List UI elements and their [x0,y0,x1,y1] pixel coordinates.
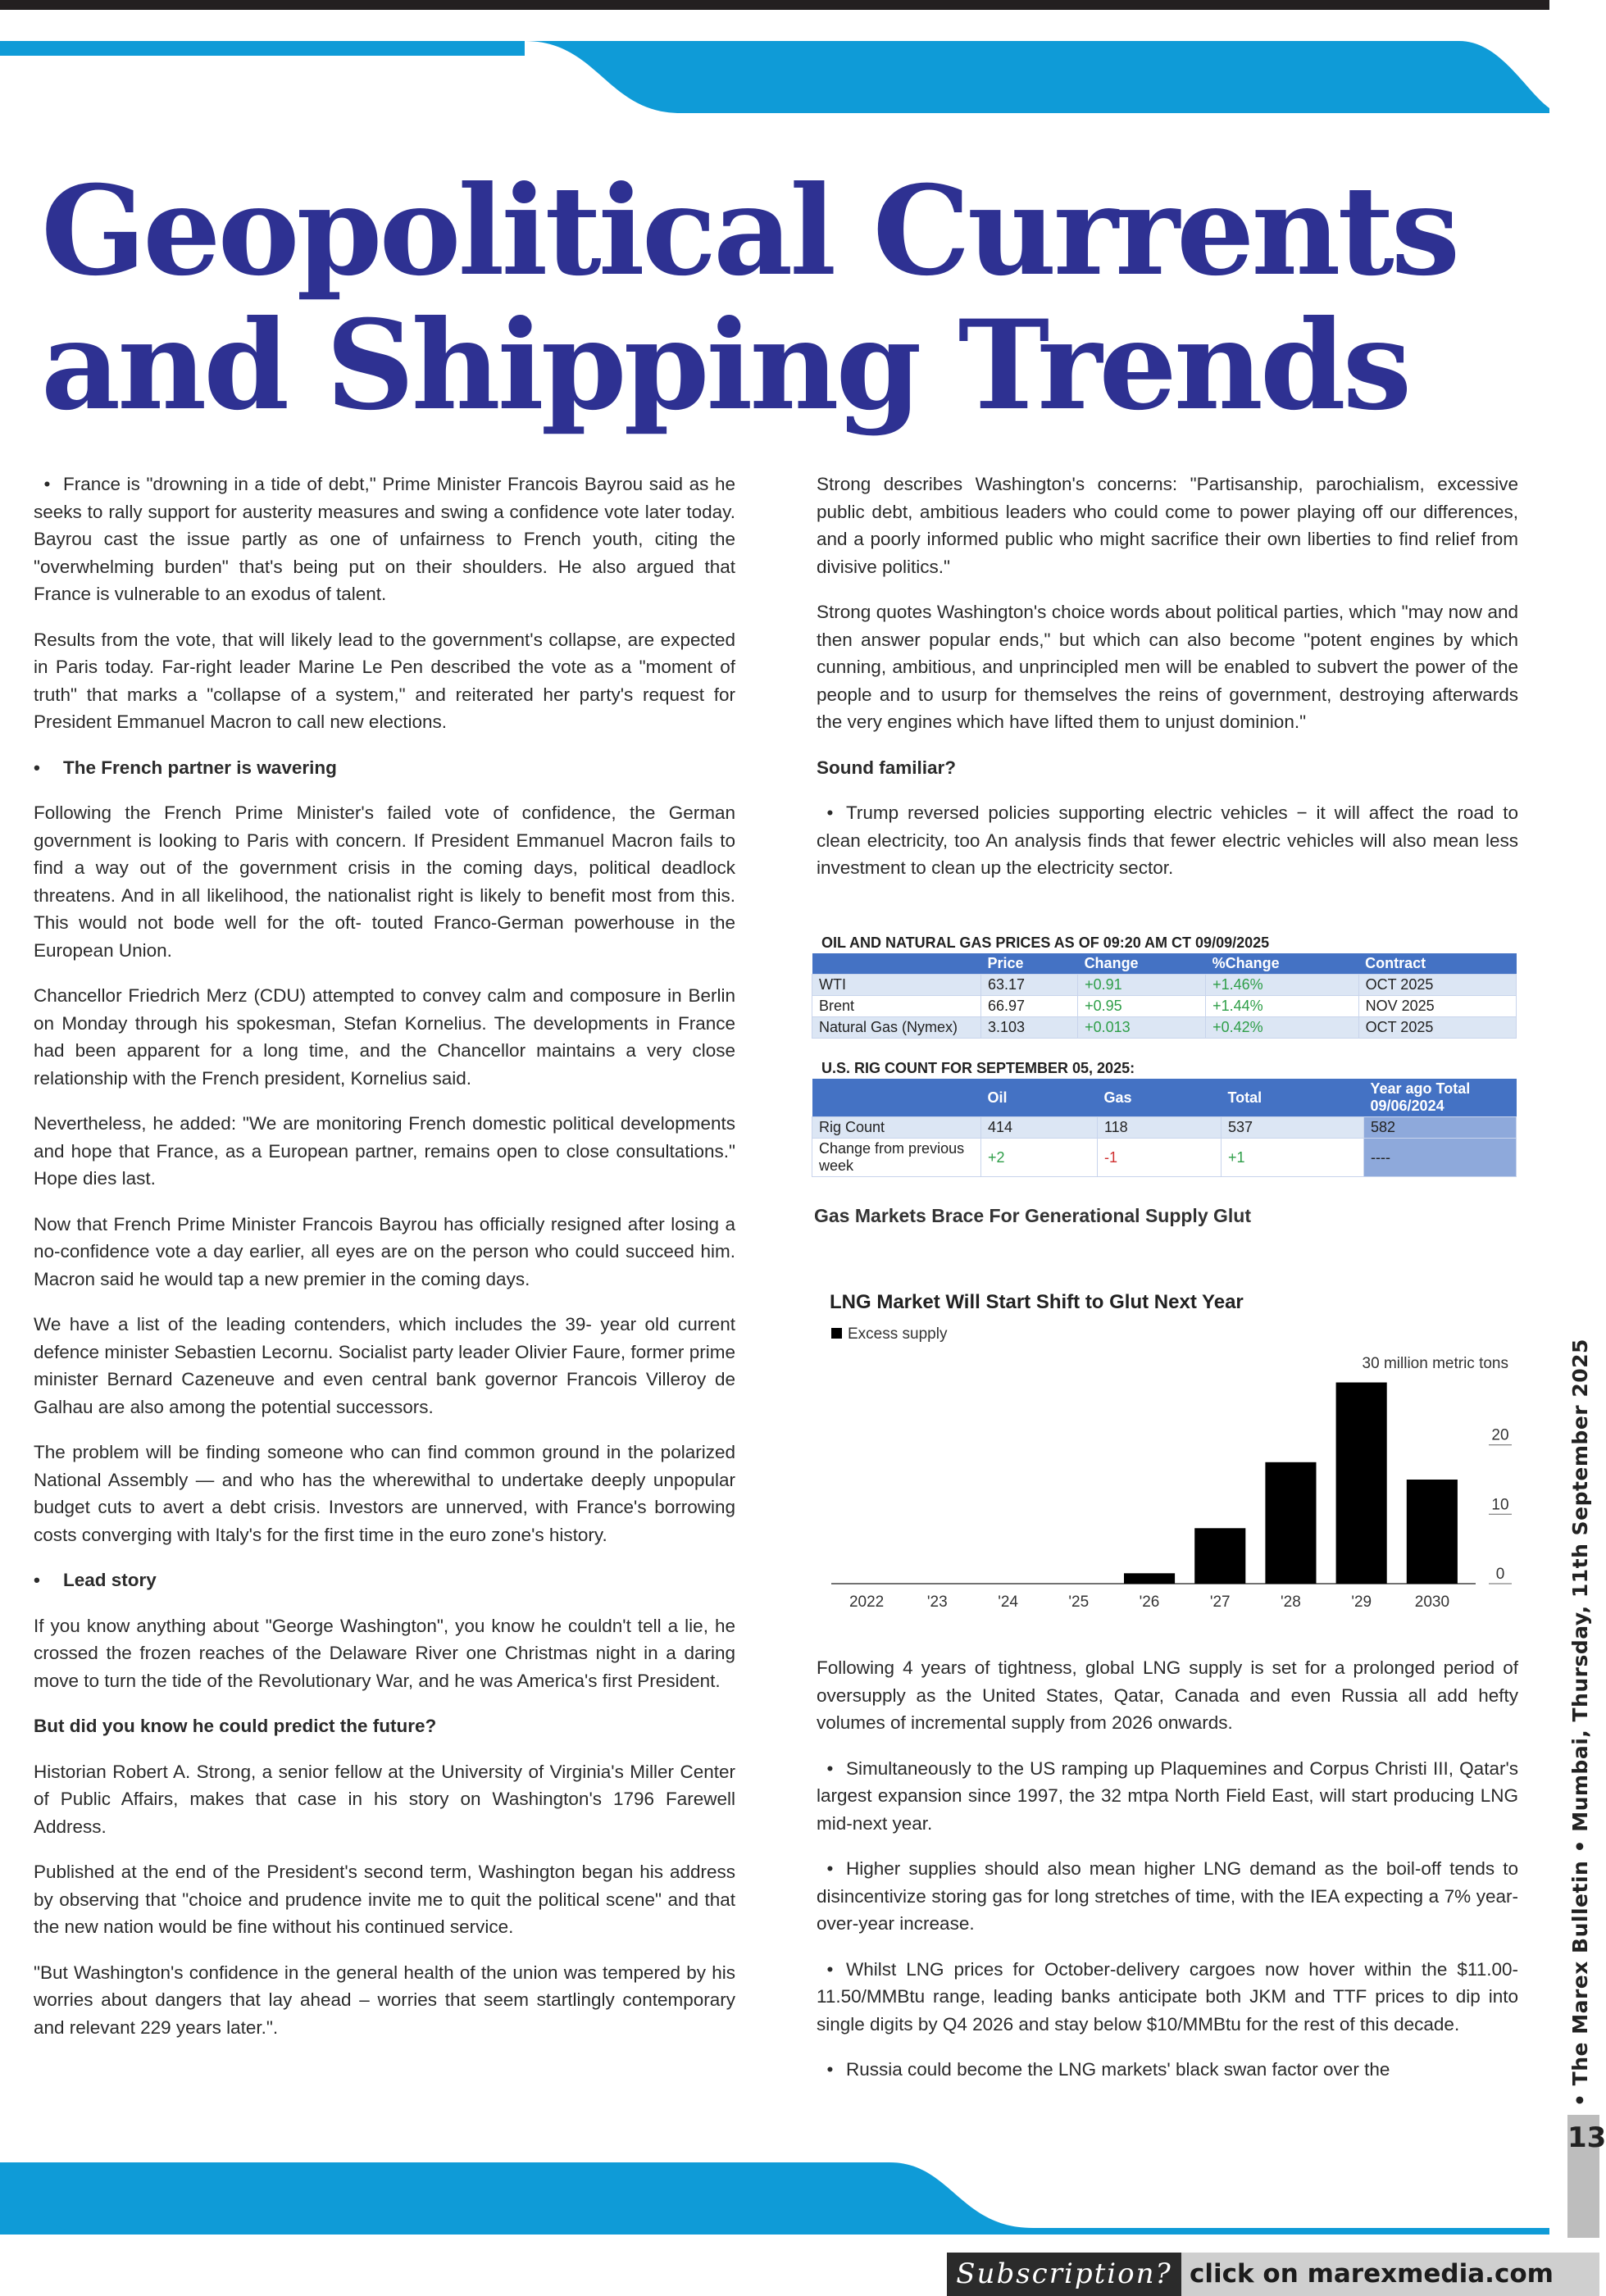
table-cell: +1.46% [1206,975,1359,996]
paragraph: Results from the vote, that will likely lead to the government's collapse, are expected in Paris today. Far-right leader Marine Le Pen described the vote as a "moment of truth" that marks a "collapse of a system," and reiterated her party's request for President Emmanuel Macron to call new elections. [34,629,735,732]
page-number-tab [1567,2115,1606,2238]
bullet-paragraph: • Russia could become the LNG markets' black swan factor over the [817,2056,1518,2084]
y-tick-label: 10 [1491,1496,1509,1514]
bullet-paragraph: • Whilst LNG prices for October-delivery cargoes now hover within the $11.00-11.50/MMBtu range, leading banks anticipate both JKM and TTF prices to dip into single digits by Q4 2026 and stay below $10/MMBtu for the rest of this decade. [817,1956,1518,2039]
table-cell: +1.44% [1206,996,1359,1017]
legend-swatch [831,1328,842,1339]
paragraph: Nevertheless, he added: "We are monitoring French domestic political developments and hope that France, as a European partner, remains open to close consultations." Hope dies last. [34,1113,735,1189]
paragraph: Published at the end of the President's second term, Washington began his address by observing that "choice and prudence invite me to quit the political scene" and that the new nation would be fine without his continued service. [34,1862,735,1937]
table-header-cell: Total [1221,1079,1363,1117]
table-header-cell: Oil [981,1079,1098,1117]
oil-prices-table [812,953,1517,1039]
table-cell: WTI [812,975,981,996]
table-header-row [812,1079,1517,1117]
table-cell: Change from previous week [812,1139,981,1177]
chart-marks [831,1383,1512,1612]
paragraph: Strong quotes Washington's choice words about political parties, which "may now and then answer popular ends," but which can also become "potent engines by which cunning, ambitious, and unprincipled men will be enabled to subvert the power of the people and to usurp for themselves the reins of government, destroying afterwards the very engines which have lifted them to unjust dominion." [817,602,1518,732]
page-number: 13 [1567,2121,1606,2154]
subscription-banner[interactable] [947,2253,1599,2296]
lng-bar-chart [812,1279,1518,1631]
table-header-cell: Gas [1097,1079,1221,1117]
paragraph: If you know anything about "George Washington", you know he couldn't tell a lie, he crossed the frozen reaches of the Delaware River one Christmas night in a daring move to turn the tide of the Revolutionary War, and he was America's first President. [34,1615,735,1691]
table-cell: Brent [812,996,981,1017]
paragraph: Following 4 years of tightness, global LNG supply is set for a prolonged period of oversupply as the United States, Qatar, Canada and even Russia all add hefty volumes of incremental supply from 2026 onwards. [817,1657,1518,1733]
section-heading: • Lead story [34,1566,735,1594]
paragraph: Strong describes Washington's concerns: "Partisanship, parochialism, excessive public debt, ambitious leaders who could come to power playing off our differences, and a poorly informed public who might sacrifice their own liberties to find relief from divisive politics." [817,474,1518,577]
table-cell: NOV 2025 [1358,996,1516,1017]
paragraph: We have a list of the leading contenders, which includes the 39- year old current defence minister Sebastien Lecornu. Socialist party leader Olivier Faure, former prime minister Bernard Cazeneuve and even central bank governor Francois Villeroy de Galhau are also among the potential successors. [34,1314,735,1417]
table-row [812,996,1517,1017]
chart-bar [1124,1573,1175,1584]
right-column-top [817,471,1518,900]
chart-bar [1265,1462,1316,1584]
legend-label: Excess supply [848,1325,948,1343]
table-cell: +1 [1221,1139,1363,1177]
paragraph: Historian Robert A. Strong, a senior fellow at the University of Virginia's Miller Center of Public Affairs, makes that case in his story on Washington's 1796 Farewell Address. [34,1761,735,1837]
oil-table-title: OIL AND NATURAL GAS PRICES AS OF 09:20 AM CT 09/09/2025 [821,934,1270,951]
bottom-blue-wave [0,2156,1549,2238]
y-tick-label: 20 [1491,1426,1509,1444]
chart-bar [1407,1480,1458,1584]
x-tick-label: '28 [1281,1594,1301,1611]
bullet-paragraph: • Simultaneously to the US ramping up Plaquemines and Corpus Christi III, Qatar's largest expansion since 1997, the 32 mtpa North Field East, will start producing LNG mid-next year. [817,1755,1518,1838]
section-heading: Sound familiar? [817,757,957,778]
table-header-cell: Contract [1358,953,1516,975]
table-cell: Natural Gas (Nymex) [812,1017,981,1039]
table-cell: Rig Count [812,1117,981,1139]
x-tick-label: '29 [1351,1594,1372,1611]
headline [41,159,1458,438]
table-header-cell: Year ago Total 09/06/2024 [1364,1079,1517,1117]
bullet-icon: • [34,757,40,778]
chart-title: LNG Market Will Start Shift to Glut Next Year [830,1291,1244,1313]
left-column [34,471,735,2059]
table-cell: 118 [1097,1117,1221,1139]
table-cell: ---- [1364,1139,1517,1177]
table-cell: 66.97 [981,996,1078,1017]
bullet-icon: • [817,1757,834,1779]
publication-side-strip: • The Marex Bulletin • Mumbai, Thursday, 11th September 2025 [1568,1339,1592,2107]
section-heading: But did you know he could predict the future? [34,1716,437,1736]
table-header-cell: Change [1078,953,1206,975]
chart-bar [1194,1528,1245,1584]
rig-table-title: U.S. RIG COUNT FOR SEPTEMBER 05, 2025: [821,1060,1135,1076]
paragraph: The problem will be finding someone who can find common ground in the polarized National Assembly — and who has the wherewithal to undertake deeply unpopular budget cuts to avert a debt crisis. Investors are unnerved, with France's borrowing costs converging with Italy's for the first time in the euro zone's history. [34,1442,735,1545]
bullet-icon: • [34,474,51,494]
market-tables [812,934,1518,1177]
table-cell: +0.95 [1078,996,1206,1017]
headline-line-1: Geopolitical Currents [41,159,1458,303]
table-cell: -1 [1097,1139,1221,1177]
table-cell: +2 [981,1139,1098,1177]
headline-line-2: and Shipping Trends [41,293,1409,438]
table-header-cell: %Change [1206,953,1359,975]
top-blue-wave [0,0,1549,115]
table-cell: +0.91 [1078,975,1206,996]
paragraph: Chancellor Friedrich Merz (CDU) attempted to convey calm and composure in Berlin on Monday through his spokesman, Stefan Kornelius. The developments in France had been apparent for a long time, and the Chancellor maintains a very close relationship with the French president, Kornelius said. [34,985,735,1089]
table-cell: +0.013 [1078,1017,1206,1039]
rig-count-table [812,1079,1517,1177]
table-cell: OCT 2025 [1358,1017,1516,1039]
x-tick-label: 2022 [848,1594,885,1611]
table-cell: 414 [981,1117,1098,1139]
table-cell: 582 [1364,1117,1517,1139]
bullet-icon: • [34,1570,40,1590]
table-row [812,1017,1517,1039]
x-tick-label: '26 [1139,1594,1160,1611]
x-tick-label: '25 [1068,1594,1090,1611]
x-tick-label: '24 [998,1594,1018,1611]
bullet-icon: • [817,2059,834,2080]
y-tick-label: 0 [1495,1566,1505,1583]
x-tick-label: 2030 [1414,1594,1450,1611]
table-header-row [812,953,1517,975]
chart-bar [1336,1383,1387,1584]
table-header-cell: Price [981,953,1078,975]
paragraph: Now that French Prime Minister Francois Bayrou has officially resigned after losing a no-confidence vote a day earlier, all eyes are on the person who could succeed him. Macron said he would tap a new premier in the coming days. [34,1213,735,1289]
bullet-paragraph: • France is "drowning in a tide of debt," Prime Minister Francois Bayrou said as he seeks to rally support for austerity measures and swing a confidence vote later today. Bayrou cast the issue partly as one of unfairness to French youth, citing the "overwhelming burden" that's being put on their shoulders. He also argued that France is vulnerable to an exodus of talent. [34,471,735,608]
section-heading: • The French partner is wavering [34,754,735,782]
table-header-cell [812,1079,981,1117]
gas-markets-caption: Gas Markets Brace For Generational Supply Glut [814,1205,1251,1226]
table-cell: 63.17 [981,975,1078,996]
bullet-paragraph: • Higher supplies should also mean higher LNG demand as the boil-off tends to disincentivize storing gas for long stretches of time, with the IEA expecting a 7% year-over-year increase. [817,1855,1518,1938]
table-cell: 537 [1221,1117,1363,1139]
table-cell: OCT 2025 [1358,975,1516,996]
table-row [812,1139,1517,1177]
bullet-icon: • [817,1858,834,1879]
table-cell: +0.42% [1206,1017,1359,1039]
subscription-link[interactable]: click on marexmedia.com [1190,2259,1554,2289]
bullet-paragraph: • Trump reversed policies supporting electric vehicles − it will affect the road to clean electricity, too An analysis finds that fewer electric vehicles will also mean less investment to clean up the electricity sector. [817,799,1518,882]
subscription-label: Subscription? [947,2253,1181,2296]
paragraph: "But Washington's confidence in the general health of the union was tempered by his worries about dangers that lay ahead – worries that seem startlingly contemporary and relevant 229 years later.". [34,1962,735,2038]
bullet-icon: • [817,1958,834,1980]
right-column-bottom [817,1654,1518,2102]
bullet-icon: • [817,802,834,823]
paragraph: Following the French Prime Minister's failed vote of confidence, the German government is looking to Paris with concern. If President Emmanuel Macron fails to find a way out of the government crisis in the coming days, political deadlock threatens. And in all likelihood, the nationalist right is likely to benefit most from this. This would not bode well for the oft- touted Franco-German powerhouse in the European Union. [34,802,735,961]
y-unit-label: 30 million metric tons [1362,1355,1508,1372]
table-header-cell [812,953,981,975]
table-row [812,1117,1517,1139]
table-row [812,975,1517,996]
x-tick-label: '23 [926,1594,948,1611]
table-cell: 3.103 [981,1017,1078,1039]
x-tick-label: '27 [1209,1594,1231,1611]
